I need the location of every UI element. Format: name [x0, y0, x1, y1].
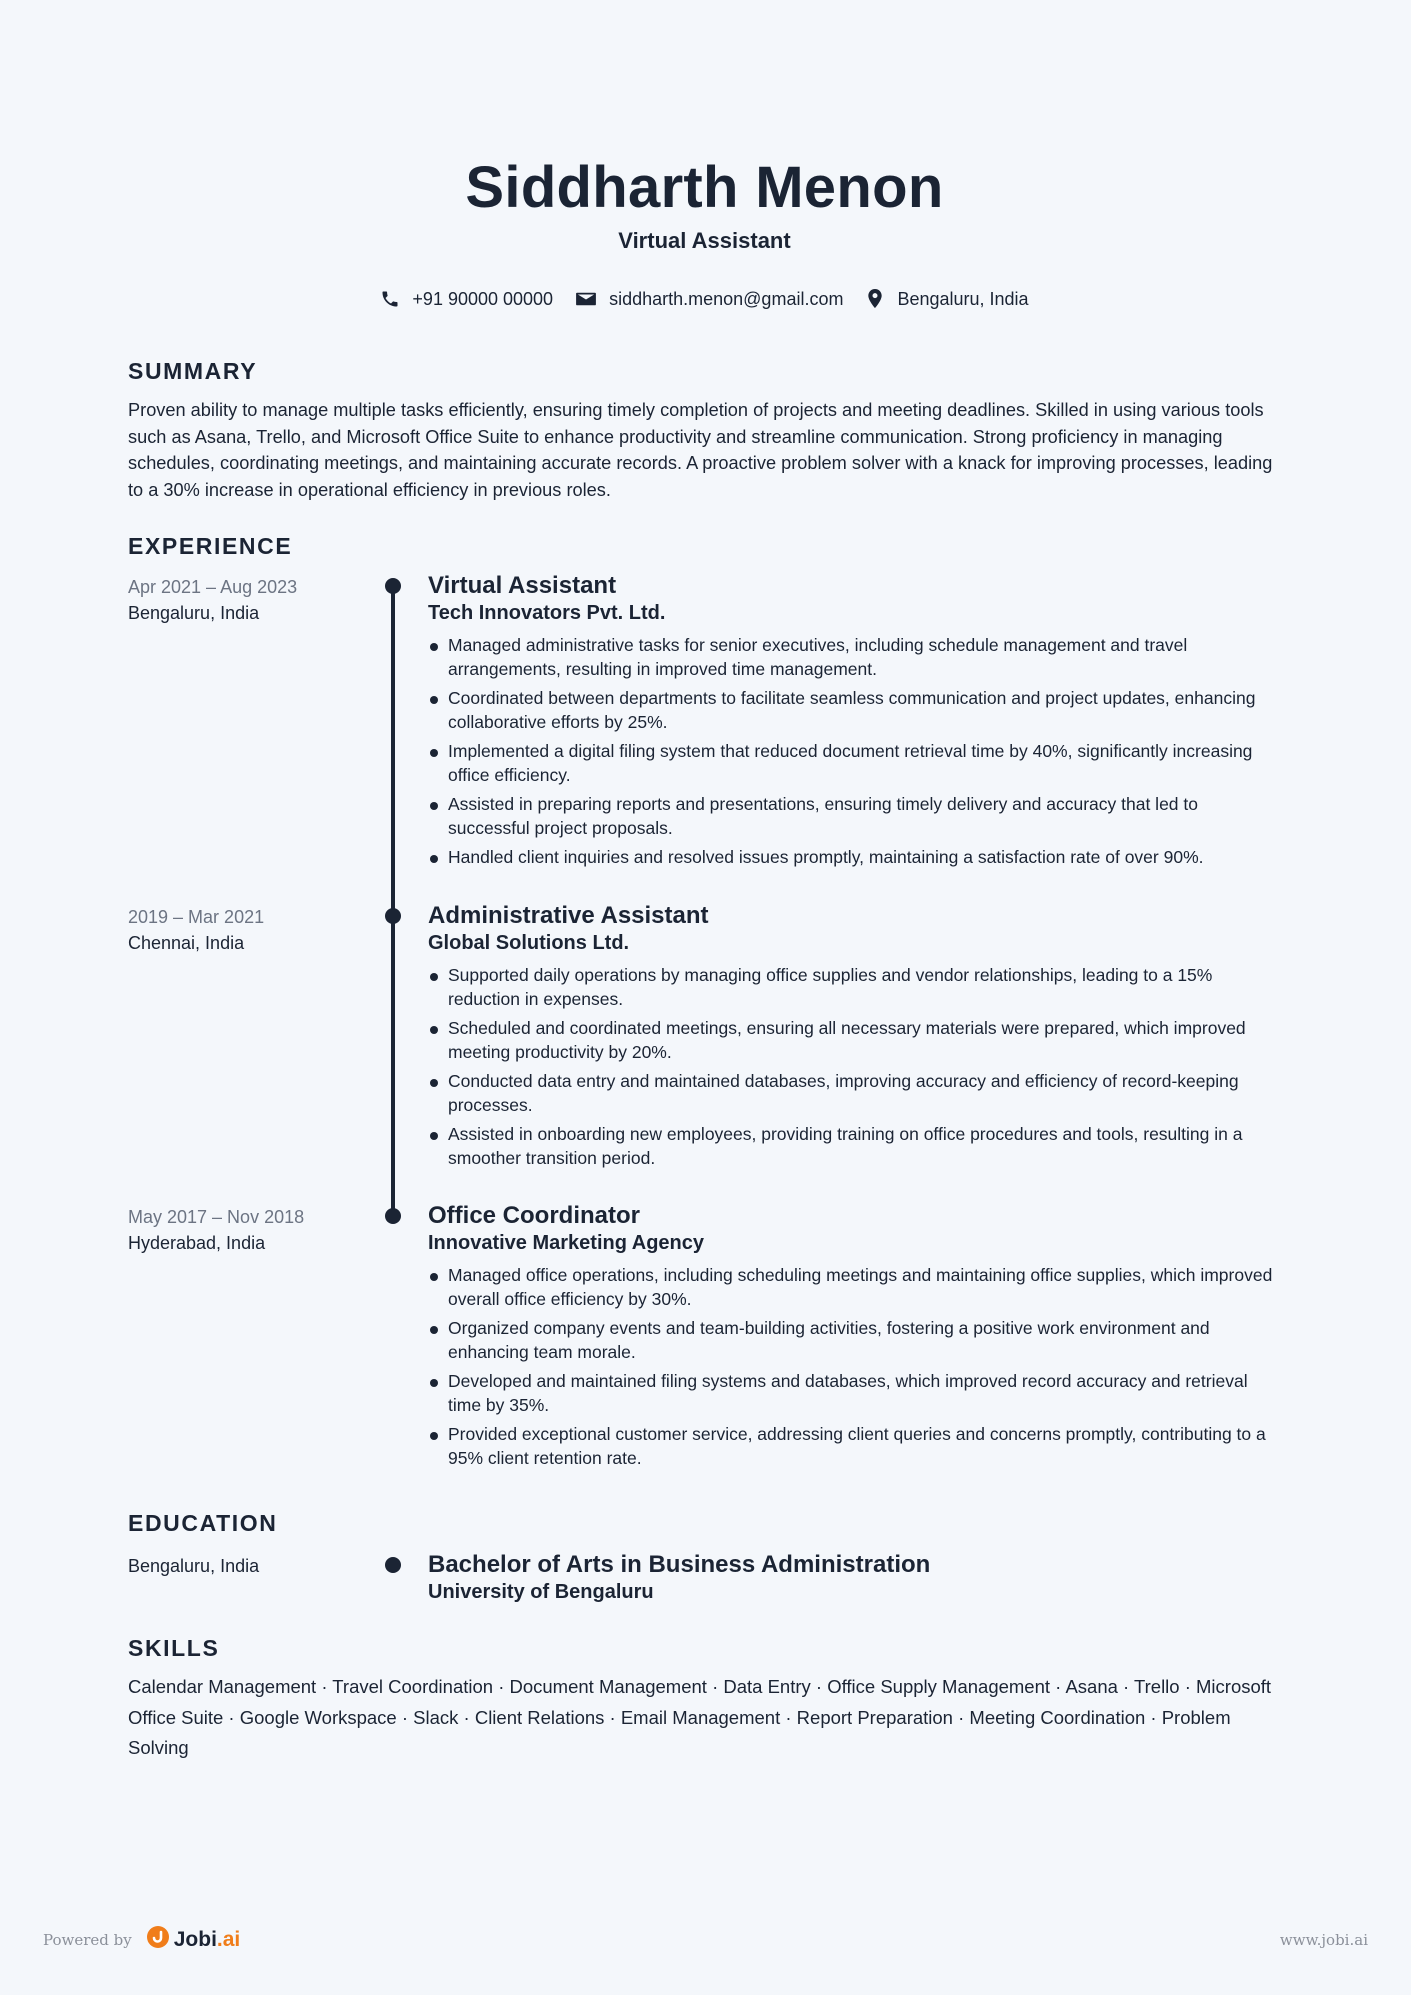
bullet-item: Coordinated between departments to facilitate seamless communication and project updates, enhancing collaborative efforts by 25%.	[428, 687, 1281, 734]
entry-dates: Apr 2021 – Aug 2023	[128, 577, 298, 597]
job-bullets	[428, 964, 1281, 1170]
candidate-role: Virtual Assistant	[618, 228, 791, 253]
experience-heading: EXPERIENCE	[128, 533, 293, 559]
school-name: University of Bengaluru	[428, 1581, 654, 1603]
timeline-dot	[385, 578, 401, 594]
entry-dates: 2019 – Mar 2021	[128, 907, 265, 927]
summary-heading: SUMMARY	[128, 358, 258, 384]
company-name: Innovative Marketing Agency	[428, 1232, 704, 1254]
mail-icon	[575, 290, 597, 308]
brand-suffix: .ai	[216, 1928, 241, 1951]
company-name: Tech Innovators Pvt. Ltd.	[428, 602, 666, 624]
job-title: Administrative Assistant	[428, 902, 709, 929]
experience-timeline	[128, 572, 1281, 1492]
timeline-dot	[385, 1557, 401, 1573]
company-name: Global Solutions Ltd.	[428, 932, 630, 954]
contact-phone[interactable]	[380, 289, 553, 310]
bullet-item: Handled client inquiries and resolved issues promptly, maintaining a satisfaction rate of over 90%.	[428, 846, 1281, 870]
job-bullets	[428, 634, 1281, 870]
bullet-item: Provided exceptional customer service, addressing client queries and concerns promptly, contributing to a 95% client retention rate.	[428, 1423, 1281, 1470]
page-footer	[43, 1925, 1368, 1955]
experience-entry	[128, 1202, 1281, 1492]
powered-by-label: Powered by	[43, 1931, 132, 1949]
bullet-item: Supported daily operations by managing office supplies and vendor relationships, leading to a 15% reduction in expenses.	[428, 964, 1281, 1011]
job-title: Virtual Assistant	[428, 572, 617, 599]
skills-heading: SKILLS	[128, 1635, 220, 1661]
entry-location: Bengaluru, India	[128, 603, 260, 623]
location-pin-icon	[865, 288, 885, 310]
education-heading: EDUCATION	[128, 1510, 278, 1536]
experience-entry	[128, 572, 1281, 902]
education-entry	[128, 1551, 1281, 1613]
timeline-dot	[385, 1208, 401, 1224]
jobi-logo-icon	[146, 1925, 170, 1955]
degree-title: Bachelor of Arts in Business Administration	[428, 1551, 931, 1578]
summary-text: Proven ability to manage multiple tasks efficiently, ensuring timely completion of projects and meeting deadlines. Skilled in using various tools such as Asana, Trello, and Microsoft Office Suite to enhance productivity and streamline communication. Strong proficiency in managing schedules, coordinating meetings, and maintaining accurate records. A proactive problem solver with a knack for improving processes, leading to a 30% increase in operational efficiency in previous roles.	[128, 400, 1273, 500]
job-bullets	[428, 1264, 1281, 1470]
timeline-dot	[385, 908, 401, 924]
bullet-item: Assisted in onboarding new employees, providing training on office procedures and tools, resulting in a smoother transition period.	[428, 1123, 1281, 1170]
bullet-item: Managed office operations, including scheduling meetings and maintaining office supplies, which improved overall office efficiency by 30%.	[428, 1264, 1281, 1311]
resume-page	[128, 0, 1281, 1764]
candidate-name: Siddharth Menon	[465, 155, 944, 220]
bullet-item: Implemented a digital filing system that reduced document retrieval time by 40%, significantly increasing office efficiency.	[428, 740, 1281, 787]
entry-location: Chennai, India	[128, 933, 245, 953]
resume-header	[128, 0, 1281, 310]
bullet-item: Conducted data entry and maintained databases, improving accuracy and efficiency of record-keeping processes.	[428, 1070, 1281, 1117]
job-title: Office Coordinator	[428, 1202, 641, 1229]
brand-name: Jobi	[173, 1928, 217, 1951]
education-timeline	[128, 1551, 1281, 1613]
education-location: Bengaluru, India	[128, 1556, 260, 1576]
phone-icon	[380, 289, 400, 309]
phone-text: +91 90000 00000	[412, 288, 554, 309]
contact-location	[865, 288, 1028, 310]
jobi-brand[interactable]	[146, 1925, 241, 1955]
bullet-item: Managed administrative tasks for senior executives, including schedule management and travel arrangements, resulting in improved time management.	[428, 634, 1281, 681]
entry-dates: May 2017 – Nov 2018	[128, 1207, 305, 1227]
email-text: siddharth.menon@gmail.com	[609, 288, 844, 309]
bullet-item: Assisted in preparing reports and presentations, ensuring timely delivery and accuracy that led to successful project proposals.	[428, 793, 1281, 840]
bullet-item: Scheduled and coordinated meetings, ensuring all necessary materials were prepared, which improved meeting productivity by 20%.	[428, 1017, 1281, 1064]
bullet-item: Organized company events and team-building activities, fostering a positive work environment and enhancing team morale.	[428, 1317, 1281, 1364]
skills-list: Calendar Management · Travel Coordination · Document Management · Data Entry · Office Supply Management · Asana · Trello · Microsoft Office Suite · Google Workspace · Slack · Client Relations · Email Management · Report Preparation · Meeting Coordination · Problem Solving	[128, 1676, 1272, 1758]
entry-location: Hyderabad, India	[128, 1233, 266, 1253]
location-text: Bengaluru, India	[897, 288, 1029, 309]
contact-email[interactable]	[575, 289, 843, 310]
contact-bar	[128, 288, 1281, 310]
website-link[interactable]: www.jobi.ai	[1279, 1931, 1368, 1949]
experience-entry	[128, 902, 1281, 1202]
powered-by	[43, 1925, 240, 1955]
bullet-item: Developed and maintained filing systems and databases, which improved record accuracy and retrieval time by 35%.	[428, 1370, 1281, 1417]
